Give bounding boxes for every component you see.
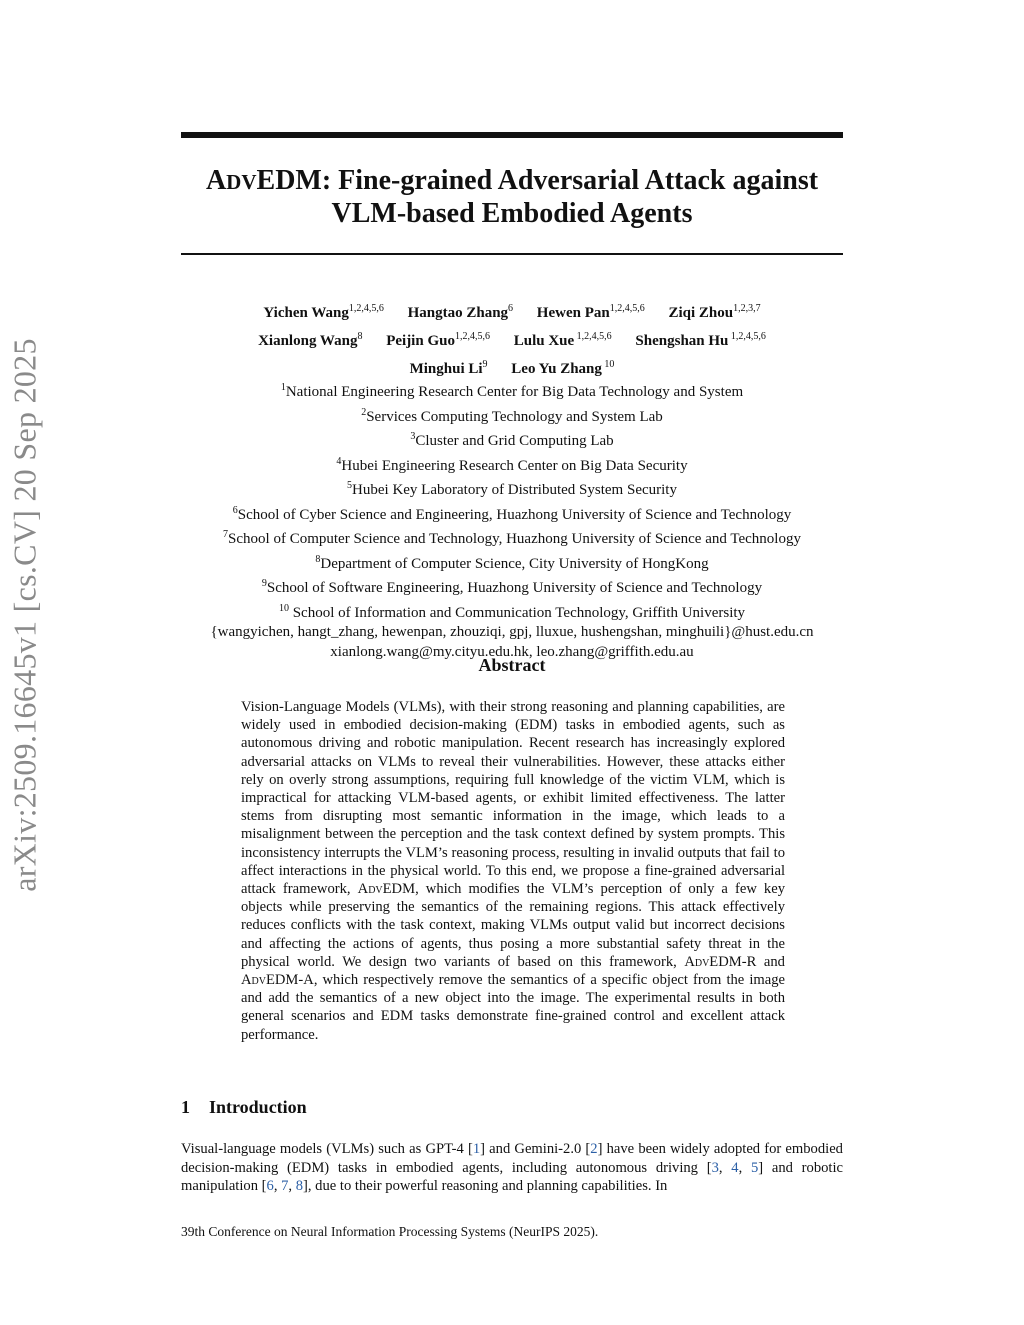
title-line-2: VLM-based Embodied Agents [331, 198, 693, 229]
title-line-1: ADVEDM: Fine-grained Adversarial Attack against [205, 165, 819, 196]
conference-footnote: 39th Conference on Neural Information Processing Systems (NeurIPS 2025). [181, 1224, 599, 1239]
affiliation: $^6$School of Cyber Science and Engineering, Huazhong University of Science and Technology [232, 504, 792, 523]
affiliation: $^1$National Engineering Research Center for Big Data Technology and System [280, 382, 744, 400]
citation-link[interactable]: 8 [295, 1178, 304, 1195]
citation-link[interactable]: 3 [711, 1159, 719, 1176]
method-name: AdvEDM [357, 881, 416, 898]
affiliation: $^{10}$ School of Information and Communication Technology, Griffith University [278, 602, 746, 621]
citation-link[interactable]: 5 [750, 1159, 759, 1176]
affiliation: $^3$Cluster and Grid Computing Lab [410, 431, 614, 449]
author-row-1 [181, 297, 843, 325]
author: Hangtao Zhang$^6$ [407, 303, 514, 321]
method-name: AdvEDM-R [684, 953, 757, 970]
section-heading-introduction: 1 Introduction [181, 1097, 307, 1117]
affiliation: $^2$Services Computing Technology and System Lab [361, 406, 663, 425]
affiliation: $^5$Hubei Key Laboratory of Distributed System Security [347, 480, 677, 498]
author: Lulu Xue $^{1,2,4,5,6}$ [513, 331, 612, 349]
affiliation-list [150, 378, 874, 662]
author: Peijin Guo$^{1,2,4,5,6}$ [386, 331, 490, 349]
citation-link[interactable]: 2 [590, 1141, 598, 1157]
paper-title [181, 165, 843, 230]
affiliation: $^4$Hubei Engineering Research Center on Big Data Security [336, 455, 688, 474]
author: Leo Yu Zhang $^{10}$ [511, 359, 615, 377]
abstract-body: Vision-Language Models (VLMs), with their strong reasoning and planning capabilities, are widely used in embodied decision-making (EDM) tasks in embodied agents, such as autonomous driving and robotic manipulation. Recent research has increasingly explored adversarial attacks on VLMs to reveal their vulnerabilities. However, these attacks either rely on overly strong assumptions, requiring full knowledge of the victim VLM, which is impractical for attacking VLM-based agents, or exhibit limited effectiveness. The latter stems from disrupting most semantic information in the image, which leads to a misalignment between the perception and the task context defined by system prompts. This inconsistency interrupts the VLM’s reasoning process, resulting in invalid outputs that fail to affect interactions in the physical world. To this end, we propose a fine-grained adversarial attack framework, AdvEDM, which modifies the VLM’s perception of only a few key objects while preserving the semantics of the remaining regions. This attack effectively reduces conflicts with the task context, making VLMs output valid but incorrect decisions and affecting the actions of agents, thus posing a more substantial safety threat in the physical world. We design two variants of based on this framework, AdvEDM-R and AdvEDM-A, which respectively remove the semantics of a specific object from the image and add the semantics of a new object into the image. The experimental results in both general scenarios and EDM tasks demonstrate fine-grained control and excellent attack performance. [241, 699, 785, 1043]
author: Xianlong Wang$^8$ [258, 331, 363, 349]
arxiv-identifier: arXiv:2509.16645v1 [cs.CV] 20 Sep 2025 [6, 338, 43, 892]
author-list [181, 297, 843, 381]
title-top-rule [181, 132, 843, 138]
email-line: {wangyichen, hangt_zhang, hewenpan, zhouziqi, gpj, lluxue, hushengshan, minghuili}@hust.edu.cn [210, 624, 814, 640]
abstract-heading: Abstract [478, 655, 546, 675]
author: Hewen Pan$^{1,2,4,5,6}$ [536, 303, 645, 321]
citation-link[interactable]: 1 [472, 1141, 481, 1157]
title-bottom-rule [181, 253, 843, 255]
citation-link[interactable]: 4 [731, 1159, 739, 1176]
author: Yichen Wang$^{1,2,4,5,6}$ [263, 303, 384, 321]
author-row-3 [181, 353, 843, 381]
affiliation: $^9$School of Software Engineering, Huazhong University of Science and Technology [261, 578, 763, 596]
method-name: AdvEDM-A [241, 972, 314, 989]
citation-link[interactable]: 7 [281, 1178, 289, 1195]
email-line: xianlong.wang@my.cityu.edu.hk, leo.zhang@griffith.edu.au [330, 643, 694, 660]
author: Shengshan Hu $^{1,2,4,5,6}$ [635, 331, 766, 349]
author: Ziqi Zhou$^{1,2,3,7}$ [668, 303, 761, 321]
introduction-paragraph: Visual-language models (VLMs) such as GPT-4 [1] and Gemini-2.0 [2] have been widely adopted for embodied decision-making (EDM) tasks in embodied agents, including autonomous driving [3, 4, 5] and robotic manipulation [6, 7, 8], due to their powerful reasoning and planning capabilities. In [181, 1141, 843, 1195]
author: Minghui Li$^9$ [409, 359, 488, 377]
affiliation: $^8$Department of Computer Science, City University of HongKong [315, 553, 709, 572]
author-row-2 [181, 325, 843, 353]
affiliation: $^7$School of Computer Science and Technology, Huazhong University of Science and Technology [223, 529, 801, 547]
citation-link[interactable]: 6 [266, 1178, 274, 1195]
